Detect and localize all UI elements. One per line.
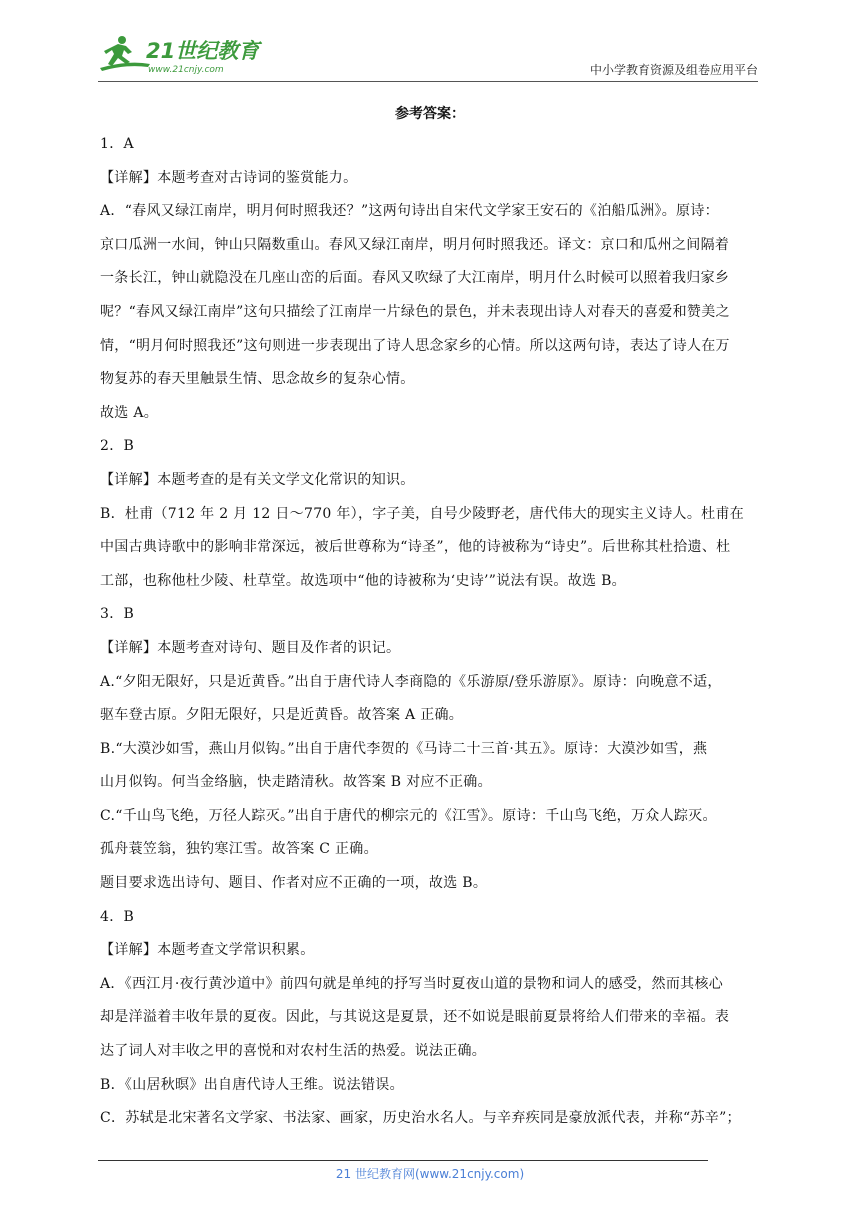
text-line: 孤舟蓑笠翁，独钓寒江雪。故答案 C 正确。 [100,841,378,858]
footer-link[interactable]: 21 世纪教育网(www.21cnjy.com) [335,1167,525,1181]
text-line: B．杜甫（712 年 2 月 12 日～770 年），字子美，自号少陵野老，唐代伟大的现实主义诗人。杜甫在 [100,505,745,522]
text-line: A.“夕阳无限好，只是近黄昏。”出自于唐代诗人李商隐的《乐游原/登乐游原》。原诗：向晚意不适， [100,673,722,690]
answer-content [100,100,760,1136]
logo [98,34,268,74]
platform-name: 中小学教育资源及组卷应用平台 [589,63,758,77]
text-line: 题目要求选出诗句、题目、作者对应不正确的一项，故选 B。 [100,875,488,892]
text-line: 【详解】本题考查文学常识积累。 [100,942,315,959]
text-line: 故选 A。 [100,404,159,421]
text-line: 【详解】本题考查对古诗词的鉴赏能力。 [100,169,358,186]
text-line: 物复苏的春天里触景生情、思念故乡的复杂心情。 [100,371,415,388]
text-line: 呢？“春风又绿江南岸”这句只描绘了江南岸一片绿色的景色，并未表现出诗人对春天的喜爱和赞美之 [100,303,730,320]
answer-lines [100,128,760,1136]
text-line: 【详解】本题考查对诗句、题目及作者的识记。 [100,639,401,656]
text-line: 2．B [100,438,135,455]
text-line: 1．A [100,136,134,152]
text-line: 京口瓜洲一水间，钟山只隔数重山。春风又绿江南岸，明月何时照我还。译文：京口和瓜州之间隔着 [100,236,730,253]
header-divider [98,81,758,82]
text-line: 情，“明月何时照我还”这句则进一步表现出了诗人思念家乡的心情。所以这两句诗，表达了诗人在万 [100,337,730,354]
text-line: 工部，也称他杜少陵、杜草堂。故选项中“他的诗被称为‘史诗’”说法有误。故选 B。 [100,572,626,589]
text-line: A．“春风又绿江南岸，明月何时照我还？”这两句诗出自宋代文学家王安石的《泊船瓜洲》。原诗： [100,203,719,220]
text-line: C．苏轼是北宋著名文学家、书法家、画家，历史治水名人。与辛弃疾同是豪放派代表，并称“苏辛”； [100,1110,741,1127]
text-line: A．《西江月·夜行黄沙道中》前四句就是单纯的抒写当时夏夜山道的景物和词人的感受，然而其核心 [100,975,724,992]
page-title: 参考答案： [395,106,465,122]
text-line: B．《山居秋暝》出自唐代诗人王维。说法错误。 [100,1076,404,1093]
logo-url: www.21cnjy.com [148,65,224,74]
text-line: 一条长江，钟山就隐没在几座山峦的后面。春风又吹绿了大江南岸，明月什么时候可以照着我归家乡 [100,270,730,287]
text-line: 驱车登古原。夕阳无限好，只是近黄昏。故答案 A 正确。 [100,707,464,724]
logo-text: 21世纪教育 [146,39,260,63]
text-line: B.“大漠沙如雪，燕山月似钩。”出自于唐代李贺的《马诗二十三首·其五》。原诗：大漠沙如雪，燕 [100,740,708,757]
page-header [98,30,758,82]
text-line: 达了词人对丰收之甲的喜悦和对农村生活的热爱。说法正确。 [100,1043,487,1060]
text-line: 4．B [100,908,135,925]
text-line: 【详解】本题考查的是有关文学文化常识的知识。 [100,471,415,488]
text-line: 中国古典诗歌中的影响非常深远，被后世尊称为“诗圣”，他的诗被称为“诗史”。后世称其杜拾遗、杜 [100,539,731,556]
footer-divider [98,1160,708,1161]
text-line: 3．B [100,606,135,623]
text-line: C.“千山鸟飞绝，万径人踪灭。”出自于唐代的柳宗元的《江雪》。原诗：千山鸟飞绝，万众人踪灭。 [100,807,717,824]
text-line: 却是洋溢着丰收年景的夏夜。因此，与其说这是夏景，还不如说是眼前夏景将给人们带来的幸福。表 [100,1009,730,1026]
text-line: 山月似钩。何当金络脑，快走踏清秋。故答案 B 对应不正确。 [100,774,492,791]
